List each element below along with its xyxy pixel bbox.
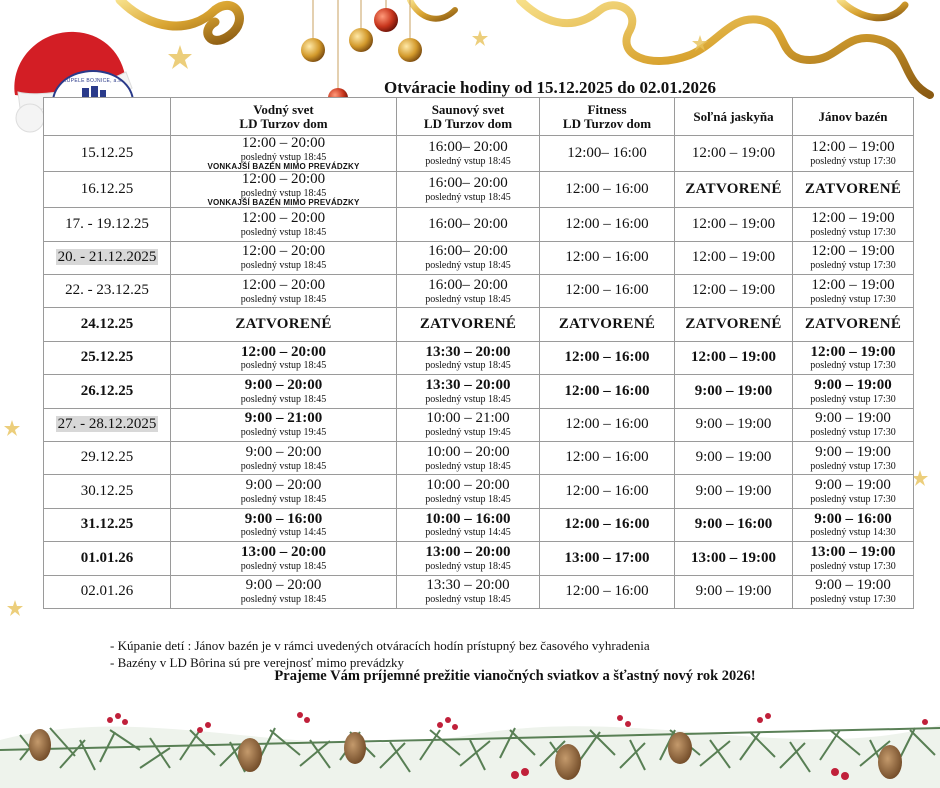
- date-label: 15.12.25: [80, 144, 134, 161]
- hours-value: 12:00 – 16:00: [564, 516, 650, 533]
- hours-cell: [171, 172, 397, 208]
- hours-cell: [793, 375, 914, 408]
- closed-label: ZATVORENÉ: [804, 315, 902, 332]
- hours-value: 12:00 – 16:00: [565, 248, 649, 265]
- hours-cell: [397, 275, 540, 308]
- table-row: [44, 208, 914, 241]
- footnotes: [110, 637, 650, 671]
- date-label: 02.01.26: [80, 582, 134, 599]
- hours-cell: [171, 508, 397, 541]
- hours-value: 16:00– 20:00: [428, 243, 508, 260]
- last-entry-note: posledný vstup 19:45: [240, 427, 327, 439]
- hours-cell: [397, 442, 540, 475]
- outdoor-pool-note: VONKAJŠÍ BAZÉN MIMO PREVÁDZKY: [207, 197, 360, 207]
- table-row: [44, 542, 914, 575]
- hours-value: 12:00 – 19:00: [811, 139, 895, 156]
- hours-value: 9:00 – 20:00: [245, 577, 322, 594]
- hours-value: 9:00 – 16:00: [694, 516, 773, 533]
- table-row: [44, 241, 914, 274]
- hours-cell: [397, 241, 540, 274]
- table-row: [44, 136, 914, 172]
- hours-cell: [675, 341, 793, 374]
- hours-cell: [675, 208, 793, 241]
- closed-label: ZATVORENÉ: [804, 180, 902, 197]
- hours-value: 10:00 – 16:00: [425, 510, 511, 527]
- hours-value: 13:30 – 20:00: [425, 343, 511, 360]
- gold-ribbon: [840, 0, 905, 18]
- hours-value: 9:00 – 20:00: [244, 377, 323, 394]
- hours-value: 13:00 – 17:00: [564, 549, 650, 566]
- last-entry-note: posledný vstup 17:30: [810, 427, 896, 439]
- hours-value: 12:00 – 19:00: [691, 349, 776, 366]
- date-cell: [44, 308, 171, 341]
- hours-cell: [675, 241, 793, 274]
- hours-value: 12:00 – 19:00: [810, 343, 896, 360]
- date-label: 25.12.25: [80, 349, 134, 366]
- hours-value: 9:00 – 20:00: [245, 443, 322, 460]
- table-header-row: [44, 98, 914, 136]
- hours-value: 12:00 – 20:00: [241, 135, 326, 151]
- hours-value: 16:00– 20:00: [428, 215, 508, 232]
- column-header: [397, 98, 540, 136]
- table-row: [44, 172, 914, 208]
- last-entry-note: posledný vstup 18:45: [425, 293, 511, 305]
- hours-value: 12:00 – 19:00: [691, 215, 776, 232]
- hours-value: 12:00 – 19:00: [691, 282, 776, 299]
- schedule-table: [43, 97, 914, 609]
- last-entry-note: posledný vstup 17:30: [810, 226, 896, 238]
- closed-label: ZATVORENÉ: [419, 315, 517, 332]
- last-entry-note: posledný vstup 18:45: [240, 560, 327, 572]
- hours-cell: [793, 475, 914, 508]
- last-entry-note: posledný vstup 18:45: [240, 360, 327, 372]
- hours-cell: [540, 508, 675, 541]
- last-entry-note: posledný vstup 18:45: [425, 260, 511, 272]
- column-header-line2: Soľná jaskyňa: [693, 108, 774, 124]
- hours-cell: [793, 542, 914, 575]
- hours-cell: [540, 172, 675, 208]
- date-label: 31.12.25: [80, 516, 134, 533]
- closed-label: ZATVORENÉ: [685, 180, 782, 197]
- last-entry-note: posledný vstup 17:30: [810, 493, 896, 505]
- hours-value: 16:00– 20:00: [428, 175, 508, 192]
- hours-value: 12:00 – 16:00: [564, 349, 650, 366]
- date-cell: [44, 341, 171, 374]
- footnote: - Bazény v LD Bôrina sú pre verejnosť mimo prevádzky: [110, 655, 404, 670]
- hours-cell: [675, 308, 793, 341]
- date-cell: [44, 442, 171, 475]
- hours-value: 9:00 – 19:00: [695, 449, 772, 466]
- hours-cell: [397, 341, 540, 374]
- hours-cell: [793, 172, 914, 208]
- table-row: [44, 275, 914, 308]
- hours-value: 12:00 – 16:00: [565, 282, 649, 299]
- hours-cell: [675, 508, 793, 541]
- date-label: 27. - 28.12.2025: [57, 415, 157, 432]
- hours-cell: [397, 172, 540, 208]
- last-entry-note: posledný vstup 18:45: [425, 360, 511, 372]
- hours-value: 9:00 – 19:00: [695, 415, 772, 432]
- hours-cell: [171, 241, 397, 274]
- last-entry-note: posledný vstup 18:45: [425, 594, 511, 606]
- date-cell: [44, 241, 171, 274]
- hours-value: 9:00 – 16:00: [814, 510, 892, 527]
- hours-value: 9:00 – 19:00: [695, 482, 772, 499]
- hours-cell: [675, 375, 793, 408]
- hours-cell: [675, 542, 793, 575]
- hours-cell: [171, 475, 397, 508]
- table-row: [44, 508, 914, 541]
- table-row: [44, 308, 914, 341]
- column-header: [171, 98, 397, 136]
- hours-value: 9:00 – 19:00: [815, 443, 891, 460]
- date-cell: [44, 208, 171, 241]
- column-header-line2: Jánov bazén: [818, 108, 888, 124]
- date-label: 30.12.25: [80, 482, 134, 499]
- hours-cell: [397, 575, 540, 608]
- hours-value: 13:00 – 19:00: [810, 544, 896, 560]
- header-date-cell: [44, 98, 171, 136]
- hours-cell: [171, 275, 397, 308]
- hours-value: 13:00 – 19:00: [691, 549, 776, 566]
- hours-value: 13:30 – 20:00: [425, 377, 511, 394]
- hours-value: 12:00 – 19:00: [811, 243, 895, 260]
- hours-value: 12:00 – 20:00: [241, 171, 326, 188]
- column-header-line1: Saunový svet: [431, 101, 505, 117]
- date-cell: [44, 275, 171, 308]
- hours-cell: [397, 408, 540, 441]
- date-cell: [44, 375, 171, 408]
- hours-cell: [675, 442, 793, 475]
- column-header: [540, 98, 675, 136]
- date-label: 16.12.25: [80, 180, 134, 197]
- date-cell: [44, 136, 171, 172]
- last-entry-note: posledný vstup 17:30: [810, 594, 896, 606]
- hours-cell: [675, 475, 793, 508]
- table-row: [44, 341, 914, 374]
- hours-value: 12:00 – 16:00: [565, 582, 649, 599]
- hours-value: 9:00 – 20:00: [245, 477, 322, 494]
- hours-cell: [171, 575, 397, 608]
- hours-cell: [675, 575, 793, 608]
- hours-cell: [793, 308, 914, 341]
- hours-value: 12:00 – 20:00: [241, 276, 326, 293]
- hours-value: 10:00 – 20:00: [426, 443, 510, 460]
- column-header: [793, 98, 914, 136]
- hours-cell: [171, 542, 397, 575]
- hours-cell: [171, 341, 397, 374]
- hours-cell: [793, 442, 914, 475]
- last-entry-note: posledný vstup 18:45: [240, 493, 327, 505]
- hours-cell: [540, 208, 675, 241]
- hours-value: 12:00 – 19:00: [691, 248, 776, 265]
- closed-label: ZATVORENÉ: [685, 315, 782, 332]
- hours-cell: [171, 308, 397, 341]
- gold-ribbon: [120, 0, 239, 40]
- last-entry-note: posledný vstup 17:30: [810, 360, 896, 372]
- hours-value: 13:00 – 20:00: [241, 544, 326, 560]
- hours-cell: [540, 408, 675, 441]
- table-body: [44, 136, 914, 609]
- column-header-line2: LD Turzov dom: [423, 115, 513, 131]
- gold-ribbon: [410, 0, 455, 19]
- hours-value: 13:00 – 20:00: [425, 544, 511, 560]
- hours-cell: [397, 136, 540, 172]
- last-entry-note: posledný vstup 18:45: [425, 460, 511, 472]
- hours-cell: [397, 375, 540, 408]
- last-entry-note: posledný vstup 18:45: [240, 151, 327, 163]
- closed-label: ZATVORENÉ: [558, 315, 656, 332]
- hours-value: 10:00 – 21:00: [426, 410, 510, 427]
- date-label: 24.12.25: [80, 315, 134, 332]
- date-label: 22. - 23.12.25: [65, 282, 149, 299]
- hours-cell: [540, 475, 675, 508]
- hours-value: 9:00 – 21:00: [244, 410, 323, 427]
- hours-cell: [171, 136, 397, 172]
- date-label: 20. - 21.12.2025: [57, 248, 157, 265]
- hours-value: 12:00 – 16:00: [565, 415, 649, 432]
- hours-cell: [793, 275, 914, 308]
- hours-value: 12:00 – 16:00: [565, 482, 649, 499]
- hours-cell: [793, 136, 914, 172]
- date-cell: [44, 475, 171, 508]
- hours-cell: [397, 475, 540, 508]
- hours-cell: [171, 375, 397, 408]
- date-label: 01.01.26: [80, 549, 134, 566]
- last-entry-note: posledný vstup 17:30: [810, 393, 896, 405]
- hours-value: 12:00 – 16:00: [565, 215, 649, 232]
- logo-name: KÚPELE BOJNICE, a.s.: [63, 78, 123, 84]
- column-header-line1: Vodný svet: [253, 101, 314, 117]
- hours-cell: [171, 442, 397, 475]
- last-entry-note: posledný vstup 18:45: [240, 594, 327, 606]
- hours-cell: [793, 241, 914, 274]
- last-entry-note: posledný vstup 18:45: [425, 493, 511, 505]
- footnote: - Kúpanie detí : Jánov bazén je v rámci uvedených otváracích hodín prístupný bez časového vyhradenia: [110, 638, 650, 653]
- hours-cell: [675, 172, 793, 208]
- hours-value: 9:00 – 19:00: [694, 382, 773, 399]
- table-row: [44, 408, 914, 441]
- date-cell: [44, 575, 171, 608]
- ornament: [374, 8, 398, 32]
- hours-cell: [171, 208, 397, 241]
- last-entry-note: posledný vstup 17:30: [810, 155, 896, 167]
- hours-cell: [540, 341, 675, 374]
- last-entry-note: posledný vstup 14:45: [240, 527, 327, 539]
- last-entry-note: posledný vstup 17:30: [810, 260, 896, 272]
- hours-value: 12:00 – 19:00: [811, 210, 895, 227]
- hours-value: 9:00 – 16:00: [244, 510, 323, 527]
- hours-cell: [397, 308, 540, 341]
- hours-value: 13:30 – 20:00: [426, 577, 510, 594]
- hours-cell: [540, 241, 675, 274]
- date-cell: [44, 408, 171, 441]
- hours-cell: [540, 442, 675, 475]
- hours-cell: [540, 275, 675, 308]
- date-cell: [44, 542, 171, 575]
- hours-value: 9:00 – 19:00: [815, 477, 891, 494]
- last-entry-note: posledný vstup 18:45: [425, 192, 511, 204]
- hours-value: 12:00 – 20:00: [241, 210, 326, 227]
- last-entry-note: posledný vstup 18:45: [240, 460, 327, 472]
- column-header: [675, 98, 793, 136]
- column-header-line1: Fitness: [587, 101, 627, 117]
- date-cell: [44, 508, 171, 541]
- hours-value: 12:00 – 19:00: [811, 276, 895, 293]
- hours-cell: [540, 308, 675, 341]
- outdoor-pool-note: VONKAJŠÍ BAZÉN MIMO PREVÁDZKY: [207, 161, 360, 171]
- table-row: [44, 375, 914, 408]
- ornament: [349, 28, 373, 52]
- page-title: Otváracie hodiny od 15.12.2025 do 02.01.2026: [384, 78, 716, 97]
- hours-value: 9:00 – 19:00: [695, 582, 772, 599]
- pine-garland: [0, 712, 940, 788]
- hours-cell: [793, 575, 914, 608]
- table-row: [44, 575, 914, 608]
- hours-cell: [675, 275, 793, 308]
- last-entry-note: posledný vstup 17:30: [810, 293, 896, 305]
- hours-value: 9:00 – 19:00: [814, 377, 892, 394]
- last-entry-note: posledný vstup 18:45: [240, 226, 327, 238]
- last-entry-note: posledný vstup 18:45: [240, 293, 327, 305]
- ornament: [398, 38, 422, 62]
- hours-value: 12:00 – 20:00: [241, 243, 326, 260]
- hours-value: 9:00 – 19:00: [815, 410, 891, 427]
- last-entry-note: posledný vstup 19:45: [425, 427, 511, 439]
- hours-cell: [793, 341, 914, 374]
- hours-value: 16:00– 20:00: [428, 139, 508, 156]
- hours-value: 12:00 – 16:00: [565, 449, 649, 466]
- hours-cell: [675, 136, 793, 172]
- hours-value: 9:00 – 19:00: [815, 577, 891, 594]
- hours-cell: [397, 208, 540, 241]
- hours-value: 12:00 – 16:00: [565, 180, 649, 197]
- holiday-wish: Prajeme Vám príjemné prežitie vianočných sviatkov a šťastný nový rok 2026!: [274, 668, 756, 684]
- date-cell: [44, 172, 171, 208]
- hours-cell: [793, 208, 914, 241]
- last-entry-note: posledný vstup 18:45: [425, 155, 511, 167]
- ornament: [301, 38, 325, 62]
- hours-cell: [540, 575, 675, 608]
- hours-cell: [397, 508, 540, 541]
- date-label: 26.12.25: [80, 382, 134, 399]
- hours-value: 12:00 – 19:00: [691, 144, 776, 161]
- hours-cell: [540, 375, 675, 408]
- table-row: [44, 442, 914, 475]
- last-entry-note: posledný vstup 18:45: [425, 560, 511, 572]
- date-label: 17. - 19.12.25: [65, 215, 149, 232]
- closed-label: ZATVORENÉ: [235, 315, 332, 332]
- hours-value: 16:00– 20:00: [428, 276, 508, 293]
- last-entry-note: posledný vstup 18:45: [240, 187, 327, 199]
- column-header-line2: LD Turzov dom: [239, 115, 328, 131]
- last-entry-note: posledný vstup 14:45: [425, 527, 511, 539]
- hours-cell: [793, 408, 914, 441]
- last-entry-note: posledný vstup 18:45: [240, 260, 327, 272]
- hours-cell: [675, 408, 793, 441]
- hours-cell: [540, 136, 675, 172]
- last-entry-note: posledný vstup 18:45: [240, 393, 327, 405]
- hours-value: 12:00 – 20:00: [241, 343, 326, 360]
- hours-value: 10:00 – 20:00: [426, 477, 510, 494]
- hours-cell: [793, 508, 914, 541]
- last-entry-note: posledný vstup 18:45: [425, 393, 511, 405]
- hours-cell: [397, 542, 540, 575]
- last-entry-note: posledný vstup 17:30: [810, 560, 896, 572]
- hours-cell: [540, 542, 675, 575]
- last-entry-note: posledný vstup 14:30: [810, 527, 896, 539]
- column-header-line2: LD Turzov dom: [562, 115, 652, 131]
- table-row: [44, 475, 914, 508]
- hours-value: 12:00 – 16:00: [564, 382, 650, 399]
- date-label: 29.12.25: [80, 449, 134, 466]
- last-entry-note: posledný vstup 17:30: [810, 460, 896, 472]
- hours-cell: [171, 408, 397, 441]
- hours-value: 12:00– 16:00: [567, 144, 647, 161]
